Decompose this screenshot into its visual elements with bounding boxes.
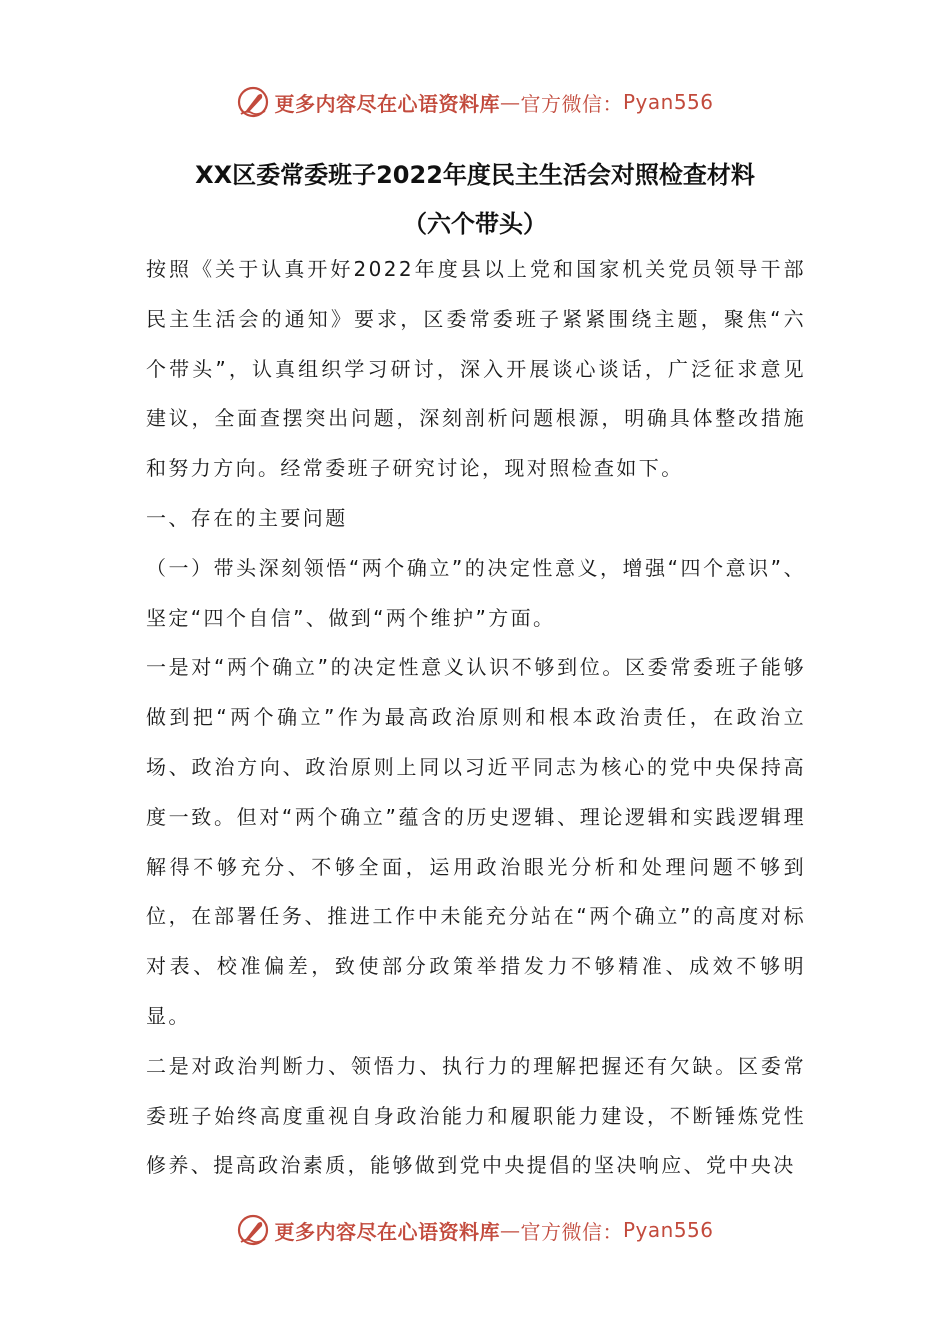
watermark-separator: — (499, 1218, 521, 1242)
watermark-contact-label: 官方微信： (520, 91, 623, 116)
paragraph-point-2: 二是对政治判断力、领悟力、执行力的理解把握还有欠缺。区委常委班子始终高度重视自身政治能力和履职能力建设，不断锤炼党性修养、提高政治素质，能够做到党中央提倡的坚决响应、党中央决 (146, 1053, 806, 1178)
watermark-banner-top (0, 80, 950, 124)
watermark-separator: — (499, 90, 521, 114)
watermark-banner-bottom (0, 1208, 950, 1252)
watermark-account: Pyan556 (622, 1218, 714, 1242)
document-body (146, 245, 806, 1191)
watermark-brand: 更多内容尽在心语资料库 (274, 1219, 500, 1244)
quill-logo-icon (236, 1213, 270, 1247)
watermark-contact-label: 官方微信： (520, 1219, 623, 1244)
paragraph-intro: 按照《关于认真开好2022年度县以上党和国家机关党员领导干部民主生活会的通知》要求，区委常委班子紧紧围绕主题，聚焦“六个带头”，认真组织学习研讨，深入开展谈心谈话，广泛征求意见建议，全面查摆突出问题，深刻剖析问题根源，明确具体整改措施和努力方向。经常委班子研究讨论，现对照检查如下。 (146, 257, 806, 481)
watermark-brand: 更多内容尽在心语资料库 (274, 91, 500, 116)
watermark-account: Pyan556 (622, 90, 714, 114)
quill-logo-icon (236, 85, 270, 119)
paragraph-point-1: 一是对“两个确立”的决定性意义认识不够到位。区委常委班子能够做到把“两个确立”作为最高政治原则和根本政治责任，在政治立场、政治方向、政治原则上同以习近平同志为核心的党中央保持高度一致。但对“两个确立”蕴含的历史逻辑、理论逻辑和实践逻辑理解得不够充分、不够全面，运用政治眼光分析和处理问题不够到位，在部署任务、推进工作中未能充分站在“两个确立”的高度对标对表、校准偏差，致使部分政策举措发力不够精准、成效不够明显。 (146, 655, 806, 1028)
section-heading: 一、存在的主要问题 (146, 505, 348, 530)
document-subtitle: （六个带头） (403, 210, 547, 238)
subsection-heading: （一）带头深刻领悟“两个确立”的决定性意义，增强“四个意识”、坚定“四个自信”、做到“两个维护”方面。 (146, 555, 806, 630)
document-title: XX区委常委班子2022年度民主生活会对照检查材料 (195, 161, 755, 189)
